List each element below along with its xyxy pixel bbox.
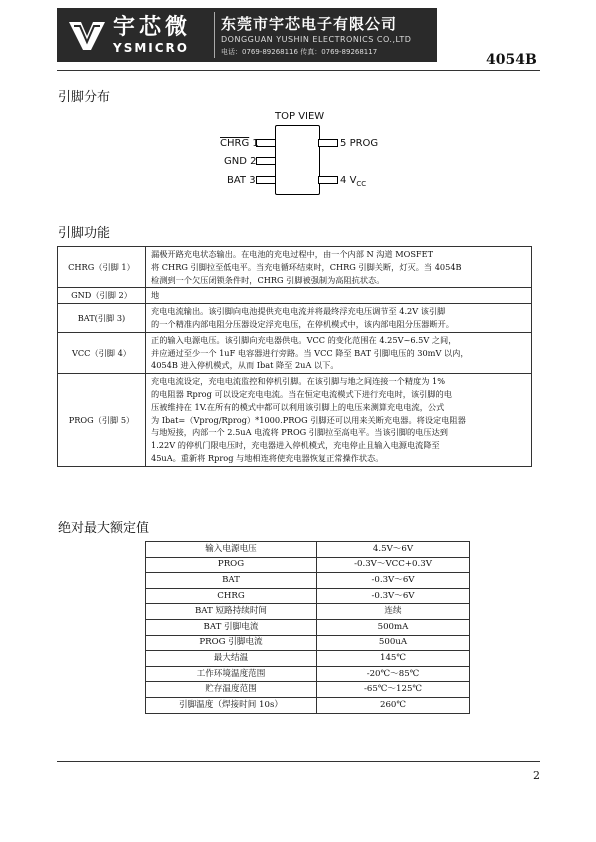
param-name-cell: 最大结温	[146, 651, 317, 667]
description-line: 漏极开路充电状态输出。在电池的充电过程中，由一个内部 N 沟道 MOSFET	[151, 249, 434, 259]
description-line: 地	[151, 290, 160, 301]
pin-description-cell	[146, 247, 532, 288]
table-row	[146, 635, 470, 651]
table-row	[146, 588, 470, 604]
table-row	[58, 304, 532, 333]
description-line: 充电电流输出。该引脚向电池提供充电电流并将最终浮充电压调节至 4.2V 该引脚	[151, 306, 446, 317]
param-name-cell: BAT 引脚电流	[146, 619, 317, 635]
top-view-label: TOP VIEW	[275, 111, 325, 122]
param-value-cell: 500uA	[317, 635, 470, 651]
param-value-cell: -0.3V～6V	[317, 588, 470, 604]
pin-name-cell: PROG（引脚 5）	[58, 374, 146, 467]
pin-layout-heading: 引脚分布	[58, 90, 111, 105]
header-banner	[57, 8, 437, 62]
table-row	[146, 651, 470, 667]
pin-description-cell	[146, 332, 532, 373]
param-value-cell: 145℃	[317, 651, 470, 667]
param-name-cell: PROG	[146, 557, 317, 573]
description-line: 充电电流设定，充电电流监控和停机引脚。在该引脚与地之间连接一个精度为 1%	[151, 376, 445, 387]
pin-1-lead	[256, 139, 276, 147]
param-name-cell: 引脚温度（焊接时间 10s）	[146, 697, 317, 713]
table-row	[146, 557, 470, 573]
pin-name-cell: VCC（引脚 4）	[58, 332, 146, 373]
pin-name-cell: GND（引脚 2）	[58, 288, 146, 304]
param-value-cell: 500mA	[317, 619, 470, 635]
table-row	[146, 666, 470, 682]
pin-name-cell: CHRG（引脚 1）	[58, 247, 146, 288]
description-line: 1.22V 的停机门限电压时，充电器进入停机模式，充电停止且输入电源电流降至	[151, 440, 440, 451]
pin-functions-heading: 引脚功能	[58, 226, 111, 241]
logo-icon	[65, 18, 109, 54]
contact-line: 电话：0769-89268116 传真：0769-89268117	[221, 48, 378, 56]
param-value-cell: 连续	[317, 604, 470, 620]
brand-name-cn: 宇芯微	[113, 15, 192, 40]
param-value-cell: -0.3V～6V	[317, 573, 470, 589]
param-name-cell: 工作环境温度范围	[146, 666, 317, 682]
abs-max-table	[145, 541, 470, 714]
pin-1-label: CHRG 1	[220, 138, 259, 149]
pin-3-lead	[256, 176, 276, 184]
pin-2-lead	[256, 157, 276, 165]
description-line: 正的输入电源电压。该引脚向充电器供电。VCC 的变化范围在 4.25V~6.5V 之间，	[151, 334, 457, 345]
param-name-cell: BAT 短路持续时间	[146, 604, 317, 620]
param-value-cell: 4.5V～6V	[317, 542, 470, 558]
table-row	[146, 682, 470, 698]
banner-divider	[214, 12, 215, 58]
chip-outline	[275, 125, 320, 195]
pin-2-label: GND 2	[224, 156, 257, 167]
param-value-cell: -65℃～125℃	[317, 682, 470, 698]
description-line: 45uA。重新将 Rprog 与地相连将使充电器恢复正常操作状态。	[151, 452, 384, 463]
footer-divider	[57, 761, 540, 762]
param-name-cell: 贮存温度范围	[146, 682, 317, 698]
description-line: 的电阻器 Rprog 可以设定充电电流。当在恒定电流模式下进行充电时，该引脚的电	[151, 388, 452, 399]
table-row	[58, 247, 532, 288]
table-row	[58, 288, 532, 304]
pin-5-lead	[318, 139, 338, 147]
page-number: 2	[533, 769, 540, 782]
description-line: 的一个精准内部电阻分压器设定浮充电压，在停机模式中，该内部电阻分压器断开。	[151, 318, 454, 329]
param-name-cell: 输入电源电压	[146, 542, 317, 558]
pin-3-label: BAT 3	[227, 175, 256, 186]
description-line: 为 Ibat=（Vprog/Rprog）*1000.PROG 引脚还可以用来关断充电器。将设定电阻器	[151, 414, 466, 425]
param-name-cell: BAT	[146, 573, 317, 589]
table-row	[58, 332, 532, 373]
table-row	[146, 573, 470, 589]
param-value-cell: -0.3V～VCC+0.3V	[317, 557, 470, 573]
pin-description-cell	[146, 374, 532, 467]
table-row	[146, 619, 470, 635]
table-row	[146, 542, 470, 558]
header-divider	[57, 70, 540, 71]
pin-4-lead	[318, 176, 338, 184]
pin-description-cell	[146, 304, 532, 333]
brand-name-en: YSMICRO	[113, 41, 189, 55]
pin-4-label: 4 $V_{CC}$	[340, 175, 367, 188]
description-line: 将 CHRG 引脚拉至低电平。当充电循环结束时，CHRG 引脚关断，灯灭。当 4054B	[151, 261, 462, 272]
pin-description-cell	[146, 288, 532, 304]
param-name-cell: PROG 引脚电流	[146, 635, 317, 651]
pin-function-table	[57, 246, 532, 467]
table-row	[146, 604, 470, 620]
pin-name-cell: BAT(引脚 3)	[58, 304, 146, 333]
param-name-cell: CHRG	[146, 588, 317, 604]
abs-max-heading: 绝对最大额定值	[58, 521, 150, 536]
description-line: 与地短接，内部一个 2.5uA 电流将 PROG 引脚拉至高电平。当该引脚的电压达到	[151, 427, 448, 438]
table-row	[58, 374, 532, 467]
company-name-en: DONGGUAN YUSHIN ELECTRONICS CO.,LTD	[221, 35, 412, 44]
param-value-cell: -20℃～85℃	[317, 666, 470, 682]
description-line: 压被维持在 1V.在所有的模式中都可以利用该引脚上的电压来测算充电电流，公式	[151, 401, 445, 412]
description-line: 4054B 进入停机模式，从而 Ibat 降至 2uA 以下。	[151, 360, 339, 371]
description-line: 并应通过至少一个 1uF 电容器进行旁路。当 VCC 降至 BAT 引脚电压的 30mV 以内，	[151, 347, 469, 358]
pin-5-label: 5 PROG	[340, 138, 379, 149]
description-line: 检测到一个欠压闭锁条件时，CHRG 引脚被强制为高阻抗状态。	[151, 274, 385, 285]
param-value-cell: 260℃	[317, 697, 470, 713]
table-row	[146, 697, 470, 713]
part-number: 4054B	[486, 52, 537, 68]
company-name-cn: 东莞市宇芯电子有限公司	[221, 15, 398, 33]
